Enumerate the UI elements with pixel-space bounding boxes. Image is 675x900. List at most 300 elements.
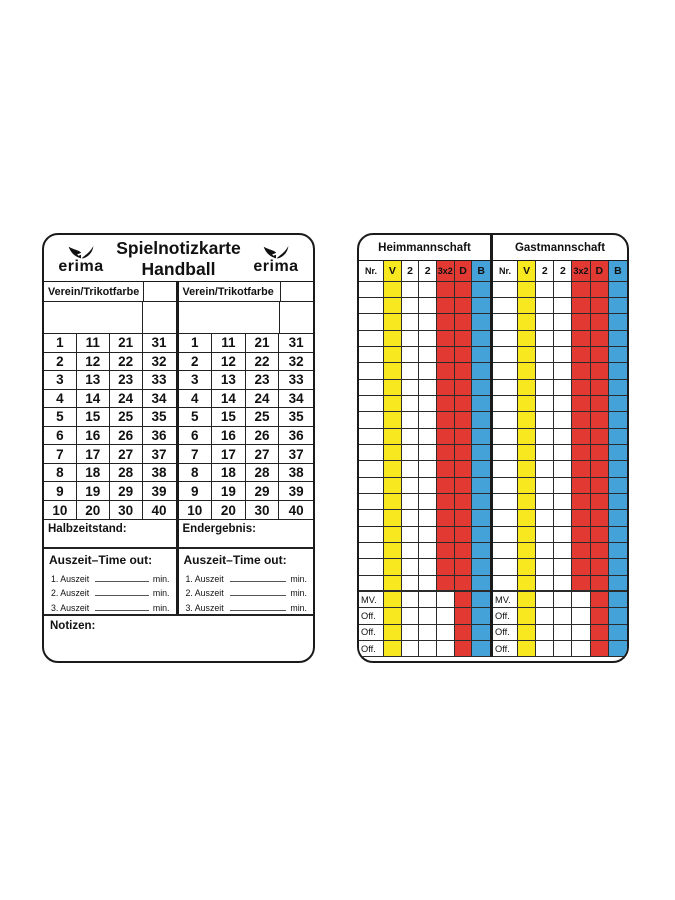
official-penalty-cell	[384, 641, 402, 657]
goal-number-cell: 22	[110, 353, 143, 372]
penalty-cell	[493, 347, 518, 363]
official-penalty-cell	[384, 608, 402, 624]
timeout-row	[179, 584, 314, 599]
club-writein-area	[44, 302, 142, 333]
club-half-guest	[179, 282, 314, 333]
goal-number-cell: 39	[143, 482, 176, 501]
penalty-cell	[554, 559, 572, 575]
penalty-cell	[591, 347, 609, 363]
official-penalty-cell	[419, 641, 437, 657]
penalty-cell	[455, 282, 473, 298]
penalty-cell	[609, 314, 627, 330]
penalty-cell	[572, 412, 590, 428]
goal-number-cell: 4	[44, 390, 77, 409]
penalty-cell	[437, 314, 455, 330]
penalty-cell	[536, 559, 554, 575]
goal-number-cell: 16	[77, 427, 110, 446]
penalty-cell	[359, 314, 384, 330]
penalty-cell	[493, 543, 518, 559]
penalty-column-header: B	[472, 261, 490, 282]
penalty-cell	[419, 478, 437, 494]
penalty-cell	[402, 461, 420, 477]
penalty-cell	[591, 380, 609, 396]
penalty-cell	[493, 576, 518, 592]
goal-number-cell: 8	[179, 464, 213, 483]
goal-number-cell: 1	[179, 334, 213, 353]
goal-number-cell: 18	[212, 464, 246, 483]
erima-wordmark: erima	[58, 257, 104, 275]
penalty-cell	[359, 478, 384, 494]
penalty-cell	[402, 396, 420, 412]
goal-number-cell: 5	[179, 408, 213, 427]
penalty-cell	[554, 396, 572, 412]
penalty-cell	[359, 543, 384, 559]
timeout-writein-line	[230, 595, 287, 596]
penalty-cell	[536, 510, 554, 526]
penalty-cell	[554, 347, 572, 363]
penalty-cell	[472, 282, 490, 298]
penalty-cell	[554, 363, 572, 379]
goal-number-cell: 19	[77, 482, 110, 501]
penalty-cell	[591, 445, 609, 461]
club-writein-area	[179, 302, 279, 333]
penalty-cell	[609, 363, 627, 379]
penalty-card	[357, 233, 629, 663]
penalty-cell	[472, 445, 490, 461]
penalty-cell	[609, 347, 627, 363]
penalty-cell	[402, 380, 420, 396]
goal-number-cell: 17	[212, 445, 246, 464]
official-penalty-cell	[437, 592, 455, 608]
penalty-cell	[384, 543, 402, 559]
official-penalty-cell	[402, 608, 420, 624]
goal-number-cell: 27	[246, 445, 280, 464]
official-penalty-cell	[572, 608, 590, 624]
official-penalty-cell	[472, 592, 490, 608]
penalty-cell	[609, 478, 627, 494]
penalty-cell	[609, 461, 627, 477]
official-penalty-cell	[472, 641, 490, 657]
penalty-cell	[472, 331, 490, 347]
penalty-cell	[419, 461, 437, 477]
penalty-cell	[359, 510, 384, 526]
penalty-cell	[419, 445, 437, 461]
goal-number-cell: 37	[143, 445, 176, 464]
penalty-cell	[536, 380, 554, 396]
penalty-cell	[609, 559, 627, 575]
penalty-cell	[419, 298, 437, 314]
penalty-cell	[402, 298, 420, 314]
penalty-cell	[384, 363, 402, 379]
penalty-cell	[591, 314, 609, 330]
goal-number-cell: 24	[110, 390, 143, 409]
timeout-minutes-label: min.	[152, 588, 170, 599]
goal-number-cell: 8	[44, 464, 77, 483]
penalty-cell	[419, 331, 437, 347]
official-penalty-cell	[402, 592, 420, 608]
timeout-row-label: 2. Auszeit	[51, 588, 90, 599]
penalty-cell	[437, 282, 455, 298]
penalty-column-header: Nr.	[359, 261, 384, 282]
goal-number-cell: 3	[44, 371, 77, 390]
penalty-cell	[591, 331, 609, 347]
goal-number-cell: 2	[44, 353, 77, 372]
penalty-cell	[493, 494, 518, 510]
penalty-cell	[359, 347, 384, 363]
penalty-cell	[472, 510, 490, 526]
penalty-cell	[493, 363, 518, 379]
penalty-cell	[402, 363, 420, 379]
official-penalty-cell	[591, 608, 609, 624]
penalty-column-header: 2	[536, 261, 554, 282]
goal-number-cell: 26	[246, 427, 280, 446]
penalty-cell	[609, 543, 627, 559]
club-half-home	[44, 282, 179, 333]
goal-number-cell: 31	[279, 334, 313, 353]
penalty-cell	[536, 576, 554, 592]
goal-number-cell: 6	[44, 427, 77, 446]
penalty-cell	[493, 380, 518, 396]
goal-number-cell: 3	[179, 371, 213, 390]
penalty-cell	[572, 314, 590, 330]
official-row-label: Off.	[359, 625, 384, 641]
penalty-cell	[402, 494, 420, 510]
official-row-label: Off.	[359, 641, 384, 657]
official-penalty-cell	[384, 625, 402, 641]
penalty-cell	[493, 396, 518, 412]
penalty-cell	[419, 314, 437, 330]
goal-number-cell: 38	[143, 464, 176, 483]
penalty-cell	[472, 461, 490, 477]
official-penalty-cell	[455, 641, 473, 657]
penalty-cell	[384, 445, 402, 461]
goal-number-cell: 16	[212, 427, 246, 446]
penalty-cell	[518, 396, 536, 412]
penalty-cell	[609, 282, 627, 298]
official-penalty-cell	[536, 608, 554, 624]
penalty-cell	[536, 494, 554, 510]
penalty-cell	[572, 543, 590, 559]
penalty-cell	[455, 412, 473, 428]
penalty-cell	[437, 412, 455, 428]
penalty-cell	[536, 478, 554, 494]
penalty-cell	[384, 527, 402, 543]
goal-number-cell: 11	[212, 334, 246, 353]
penalty-cell	[419, 363, 437, 379]
penalty-cell	[493, 298, 518, 314]
card-title-line1: Spielnotizkarte	[116, 238, 241, 259]
penalty-cell	[419, 396, 437, 412]
goal-number-cell: 33	[143, 371, 176, 390]
penalty-cell	[455, 461, 473, 477]
penalty-cell	[572, 494, 590, 510]
official-penalty-cell	[437, 641, 455, 657]
goal-number-grid-guest	[179, 333, 314, 519]
timeout-writein-line	[230, 581, 287, 582]
penalty-table-guest	[493, 261, 627, 657]
penalty-cell	[455, 314, 473, 330]
goal-number-cell: 32	[143, 353, 176, 372]
official-penalty-cell	[402, 625, 420, 641]
official-penalty-cell	[472, 608, 490, 624]
official-penalty-cell	[455, 625, 473, 641]
penalty-cell	[554, 445, 572, 461]
penalty-cell	[572, 298, 590, 314]
notes-label: Notizen:	[50, 620, 96, 633]
penalty-cell	[472, 314, 490, 330]
goal-number-cell: 24	[246, 390, 280, 409]
goal-number-cell: 21	[110, 334, 143, 353]
penalty-cell	[437, 543, 455, 559]
penalty-cell	[419, 494, 437, 510]
timeout-row	[44, 569, 176, 584]
penalty-cell	[493, 527, 518, 543]
club-small-cell	[143, 282, 176, 301]
timeout-heading: Auszeit–Time out:	[49, 553, 153, 568]
penalty-cell	[554, 314, 572, 330]
penalty-column-header: 3x2	[572, 261, 590, 282]
erima-logo-right	[246, 245, 306, 274]
club-small-writein	[279, 302, 313, 333]
penalty-cell	[359, 396, 384, 412]
club-color-header: Verein/Trikotfarbe	[182, 286, 274, 298]
goal-number-cell: 28	[110, 464, 143, 483]
penalty-cell	[554, 543, 572, 559]
official-penalty-cell	[455, 608, 473, 624]
penalty-cell	[472, 478, 490, 494]
penalty-cell	[554, 494, 572, 510]
penalty-cell	[572, 396, 590, 412]
penalty-cell	[536, 461, 554, 477]
penalty-cell	[536, 543, 554, 559]
penalty-cell	[554, 331, 572, 347]
timeout-row	[44, 584, 176, 599]
penalty-cell	[402, 412, 420, 428]
official-penalty-cell	[518, 625, 536, 641]
home-team-label: Heimmannschaft	[359, 235, 493, 260]
penalty-cell	[472, 298, 490, 314]
official-penalty-cell	[554, 608, 572, 624]
timeout-minutes-label: min.	[290, 573, 307, 584]
penalty-cell	[437, 331, 455, 347]
official-penalty-cell	[536, 592, 554, 608]
timeout-row	[44, 598, 176, 613]
penalty-cell	[455, 494, 473, 510]
penalty-cell	[591, 478, 609, 494]
goal-number-cell: 25	[246, 408, 280, 427]
penalty-cell	[554, 461, 572, 477]
team-name-row	[359, 235, 627, 261]
penalty-cell	[609, 494, 627, 510]
goal-number-cell: 37	[279, 445, 313, 464]
penalty-cell	[437, 347, 455, 363]
timeout-heading: Auszeit–Time out:	[183, 553, 287, 568]
penalty-column-header: B	[609, 261, 627, 282]
penalty-cell	[472, 347, 490, 363]
goal-number-cell: 12	[77, 353, 110, 372]
penalty-cell	[609, 380, 627, 396]
official-row-label: MV.	[493, 592, 518, 608]
penalty-cell	[384, 461, 402, 477]
penalty-cell	[554, 298, 572, 314]
penalty-cell	[536, 314, 554, 330]
penalty-cell	[493, 331, 518, 347]
penalty-cell	[591, 412, 609, 428]
penalty-cell	[493, 429, 518, 445]
penalty-cell	[493, 559, 518, 575]
penalty-cell	[536, 347, 554, 363]
card-title-line2: Handball	[141, 259, 216, 279]
penalty-cell	[419, 380, 437, 396]
penalty-cell	[572, 445, 590, 461]
penalty-cell	[609, 510, 627, 526]
goal-number-cell: 35	[279, 408, 313, 427]
penalty-cell	[455, 363, 473, 379]
penalty-cell	[384, 510, 402, 526]
penalty-cell	[554, 510, 572, 526]
goal-number-cell: 7	[44, 445, 77, 464]
penalty-cell	[572, 429, 590, 445]
penalty-cell	[472, 396, 490, 412]
penalty-cell	[455, 347, 473, 363]
penalty-cell	[572, 331, 590, 347]
official-penalty-cell	[437, 625, 455, 641]
penalty-cell	[455, 559, 473, 575]
penalty-cell	[472, 380, 490, 396]
penalty-cell	[384, 347, 402, 363]
goal-number-cell: 22	[246, 353, 280, 372]
goal-number-cell: 9	[44, 482, 77, 501]
penalty-cell	[536, 282, 554, 298]
penalty-cell	[591, 363, 609, 379]
penalty-cell	[572, 461, 590, 477]
official-penalty-cell	[572, 641, 590, 657]
goal-number-cell: 10	[44, 501, 77, 520]
official-penalty-cell	[572, 625, 590, 641]
penalty-cell	[591, 298, 609, 314]
penalty-cell	[554, 527, 572, 543]
penalty-cell	[609, 298, 627, 314]
penalty-cell	[472, 543, 490, 559]
official-penalty-cell	[609, 625, 627, 641]
penalty-cell	[591, 510, 609, 526]
goal-number-cell: 2	[179, 353, 213, 372]
penalty-cell	[402, 429, 420, 445]
penalty-cell	[359, 445, 384, 461]
timeout-row-label: 1. Auszeit	[185, 573, 224, 584]
penalty-cell	[591, 543, 609, 559]
penalty-cell	[536, 331, 554, 347]
penalty-cell	[455, 331, 473, 347]
penalty-column-header: D	[591, 261, 609, 282]
penalty-cell	[518, 363, 536, 379]
penalty-cell	[384, 576, 402, 592]
penalty-cell	[359, 527, 384, 543]
official-penalty-cell	[536, 641, 554, 657]
official-penalty-cell	[518, 592, 536, 608]
penalty-cell	[554, 576, 572, 592]
penalty-cell	[384, 380, 402, 396]
penalty-cell	[518, 429, 536, 445]
penalty-cell	[384, 396, 402, 412]
penalty-cell	[536, 527, 554, 543]
goal-number-cell: 19	[212, 482, 246, 501]
penalty-cell	[518, 494, 536, 510]
penalty-cell	[591, 396, 609, 412]
club-small-cell	[280, 282, 313, 301]
penalty-cell	[554, 380, 572, 396]
penalty-column-header: 3x2	[437, 261, 455, 282]
penalty-cell	[554, 429, 572, 445]
goal-number-cell: 40	[151, 502, 167, 518]
penalty-cell	[384, 282, 402, 298]
penalty-cell	[359, 298, 384, 314]
penalty-cell	[518, 576, 536, 592]
penalty-cell	[572, 576, 590, 592]
penalty-cell	[493, 510, 518, 526]
penalty-cell	[609, 396, 627, 412]
official-row-label: Off.	[493, 608, 518, 624]
penalty-cell	[518, 559, 536, 575]
timeout-minutes-label: min.	[290, 602, 307, 613]
penalty-cell	[359, 380, 384, 396]
goal-number-cell: 35	[143, 408, 176, 427]
penalty-cell	[455, 478, 473, 494]
penalty-cell	[455, 298, 473, 314]
penalty-cell	[402, 445, 420, 461]
goal-number-cell: 10	[179, 501, 213, 520]
penalty-cell	[437, 510, 455, 526]
penalty-cell	[493, 412, 518, 428]
penalty-cell	[402, 478, 420, 494]
penalty-cell	[437, 576, 455, 592]
timeout-section	[44, 547, 313, 614]
timeout-half-guest	[179, 549, 314, 614]
penalty-column-header: D	[455, 261, 473, 282]
goal-number-cell: 11	[77, 334, 110, 353]
timeout-row	[179, 598, 314, 613]
guest-team-label: Gastmannschaft	[514, 241, 606, 254]
penalty-cell	[609, 412, 627, 428]
penalty-cell	[419, 412, 437, 428]
penalty-cell	[402, 314, 420, 330]
penalty-cell	[419, 543, 437, 559]
penalty-column-header: 2	[554, 261, 572, 282]
penalty-tables	[359, 261, 627, 657]
goal-number-cell: 15	[212, 408, 246, 427]
timeout-writein-line	[230, 610, 287, 611]
penalty-cell	[437, 478, 455, 494]
official-penalty-cell	[554, 625, 572, 641]
penalty-column-header: V	[384, 261, 402, 282]
official-row-label: Off.	[359, 608, 384, 624]
penalty-cell	[359, 282, 384, 298]
goal-number-cell: 25	[110, 408, 143, 427]
penalty-cell	[384, 412, 402, 428]
official-penalty-cell	[518, 608, 536, 624]
penalty-cell	[572, 559, 590, 575]
penalty-cell	[554, 282, 572, 298]
goal-number-cell: 20	[212, 501, 246, 520]
penalty-cell	[536, 445, 554, 461]
official-penalty-cell	[554, 592, 572, 608]
goal-number-cell: 40	[288, 502, 304, 518]
goal-number-cell: 5	[44, 408, 77, 427]
penalty-cell	[384, 314, 402, 330]
penalty-column-header: 2	[419, 261, 437, 282]
timeout-writein-line	[95, 581, 149, 582]
official-row-label: Off.	[493, 625, 518, 641]
